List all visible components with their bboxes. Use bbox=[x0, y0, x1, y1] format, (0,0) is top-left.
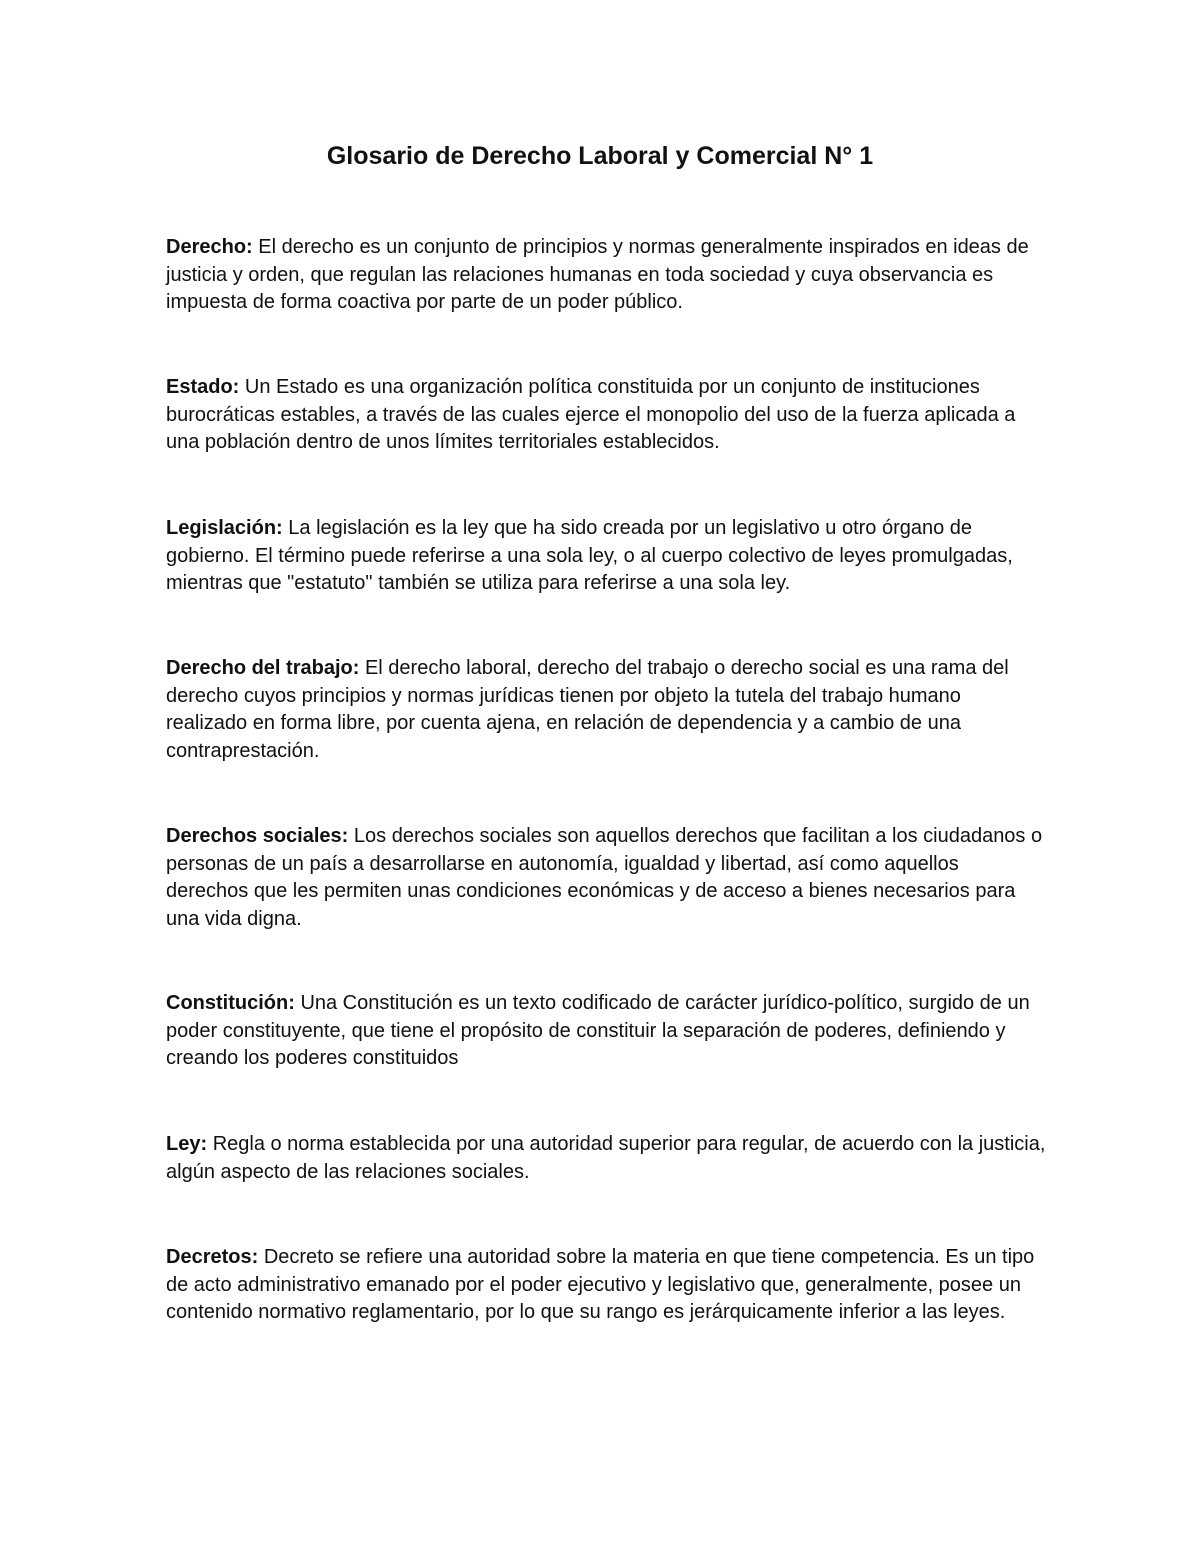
glossary-entry-legislacion bbox=[166, 515, 1046, 598]
glossary-entry-constitucion bbox=[166, 990, 1046, 1073]
entry-definition: Una Constitución es un texto codificado de carácter jurídico-político, surgido de un poder constituyente, que tiene el propósito de constituir la separación de poderes, definiendo y creando los poderes constituidos bbox=[166, 992, 1030, 1069]
glossary-entry-derechos-sociales bbox=[166, 823, 1046, 933]
entry-definition: El derecho es un conjunto de principios y normas generalmente inspirados en ideas de justicia y orden, que regulan las relaciones humanas en toda sociedad y cuya observancia es impuesta de forma coactiva por parte de un poder público. bbox=[166, 236, 1029, 313]
entry-definition: Regla o norma establecida por una autoridad superior para regular, de acuerdo con la justicia, algún aspecto de las relaciones sociales. bbox=[166, 1133, 1046, 1183]
glossary-entry-decretos bbox=[166, 1244, 1046, 1327]
entry-term: Legislación: bbox=[166, 517, 283, 539]
entry-term: Derecho del trabajo: bbox=[166, 657, 360, 679]
entry-term: Decretos: bbox=[166, 1246, 259, 1268]
entry-definition: La legislación es la ley que ha sido creada por un legislativo u otro órgano de gobierno. El término puede referirse a una sola ley, o al cuerpo colectivo de leyes promulgadas, mientras que "estatuto" también se utiliza para referirse a una sola ley. bbox=[166, 517, 1013, 594]
glossary-entry-derecho bbox=[166, 234, 1046, 317]
entry-term: Derechos sociales: bbox=[166, 825, 349, 847]
entry-term: Ley: bbox=[166, 1133, 208, 1155]
glossary-entry-derecho-del-trabajo bbox=[166, 655, 1046, 765]
entry-definition: Un Estado es una organización política constituida por un conjunto de instituciones burocráticas estables, a través de las cuales ejerce el monopolio del uso de la fuerza aplicada a una población dentro de unos límites territoriales establecidos. bbox=[166, 376, 1016, 453]
entry-term: Constitución: bbox=[166, 992, 295, 1014]
entry-term: Estado: bbox=[166, 376, 240, 398]
entry-definition: El derecho laboral, derecho del trabajo o derecho social es una rama del derecho cuyos principios y normas jurídicas tienen por objeto la tutela del trabajo humano realizado en forma libre, por cuenta ajena, en relación de dependencia y a cambio de una contraprestación. bbox=[166, 657, 1009, 762]
glossary-entry-ley bbox=[166, 1131, 1046, 1186]
page-title: Glosario de Derecho Laboral y Comercial N° 1 bbox=[326, 142, 874, 170]
glossary-entry-estado bbox=[166, 374, 1046, 457]
entry-term: Derecho: bbox=[166, 236, 253, 258]
entry-definition: Los derechos sociales son aquellos derechos que facilitan a los ciudadanos o personas de un país a desarrollarse en autonomía, igualdad y libertad, así como aquellos derechos que les permiten unas condiciones económicas y de acceso a bienes necesarios para una vida digna. bbox=[166, 825, 1043, 930]
entry-definition: Decreto se refiere una autoridad sobre la materia en que tiene competencia. Es un tipo de acto administrativo emanado por el poder ejecutivo y legislativo que, generalmente, posee un contenido normativo reglamentario, por lo que su rango es jerárquicamente inferior a las leyes. bbox=[166, 1246, 1035, 1323]
